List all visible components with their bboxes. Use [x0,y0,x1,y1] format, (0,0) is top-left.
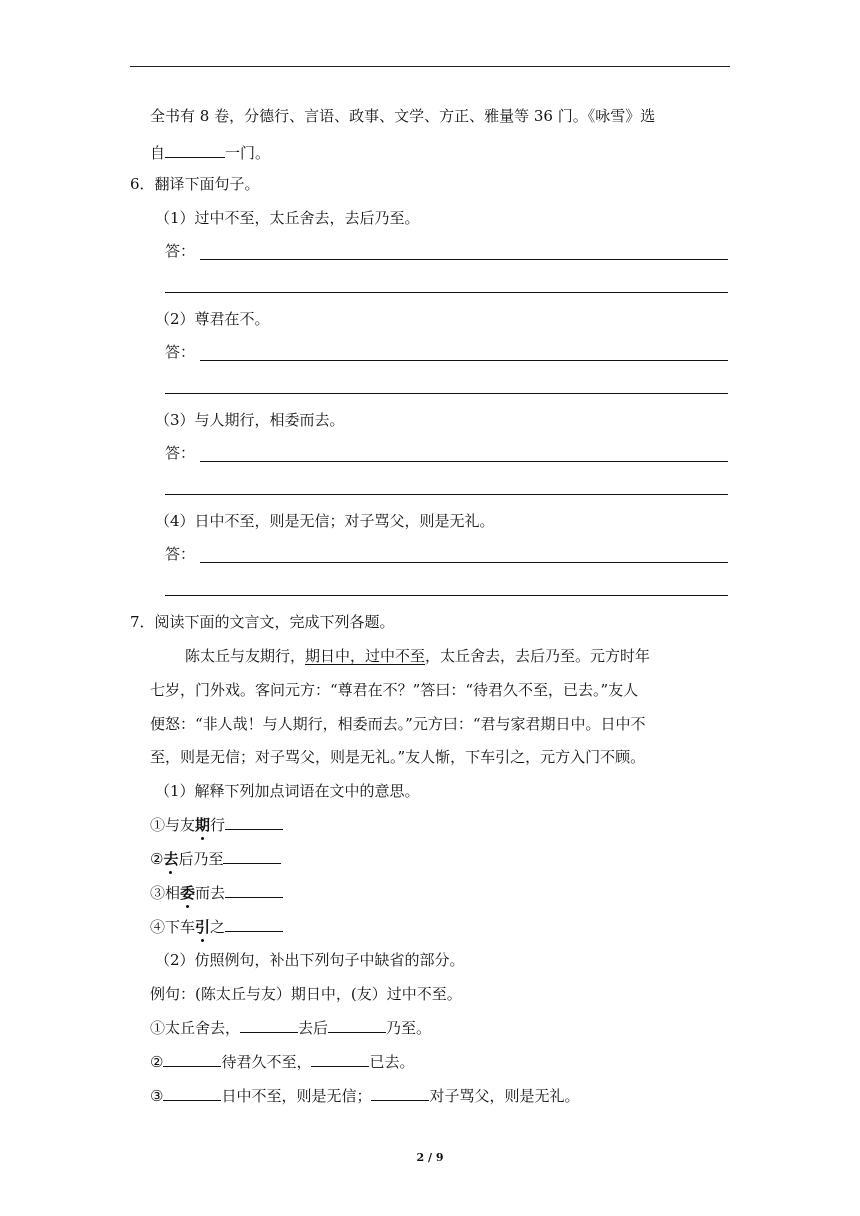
passage-underlined-sentence: 期日中，过中不至 [305,647,426,665]
passage-line-4: 至，则是无信；对子骂父，则是无礼。”友人惭，下车引之，元方入门不顾。 [150,748,646,766]
item-text-c: 对子骂父，则是无礼。 [429,1087,580,1105]
q6-answer-label-3: 答： [165,444,196,462]
item-suffix: 后乃至 [178,850,224,868]
q6-item-3: （3）与人期行，相委而去。 [155,411,345,429]
q6-item-2: （2）尊君在不。 [155,310,270,328]
q6-answer-line-4b[interactable] [165,595,728,596]
dotted-word: 引 [195,918,211,936]
item-text-a: ② [150,1053,164,1071]
answer-blank[interactable] [240,1017,298,1033]
passage-line-1-b: ，太丘舍去，去后乃至。元方时年 [425,647,651,665]
item-prefix: ③相 [150,884,181,902]
answer-blank[interactable] [311,1051,369,1067]
passage-line-1 [185,646,650,666]
item-suffix: 之 [210,918,226,936]
item-text-a: ①太丘舍去， [150,1019,241,1037]
q6-answer-line-3b[interactable] [165,494,728,495]
q6-answer-line-2a[interactable] [200,360,728,361]
passage-line-2: 七岁，门外戏。客问元方：“尊君在不？”答曰：“待君久不至，已去。”友人 [150,681,639,699]
q7-sub2-item-1 [150,1017,431,1038]
q6-answer-line-3a[interactable] [200,461,728,462]
item-suffix: 行 [210,816,226,834]
q6-answer-line-2b[interactable] [165,393,728,394]
answer-blank[interactable] [163,1051,221,1067]
intro-line-1: 全书有 8 卷，分德行、言语、政事、文学、方正、雅量等 36 门。《咏雪》选 [150,107,656,125]
header-rule [130,66,730,67]
item-text-c: 已去。 [369,1053,415,1071]
q6-answer-label-2: 答： [165,343,196,361]
q6-title: 6．翻译下面句子。 [130,175,260,193]
answer-blank[interactable] [225,882,283,898]
page-number: 2 / 9 [416,1151,444,1164]
intro-line-2-suffix: 一门。 [225,144,271,162]
answer-blank[interactable] [225,814,283,830]
item-text-b: 日中不至，则是无信； [221,1087,372,1105]
intro-line-2-prefix: 自 [150,144,166,162]
answer-blank[interactable] [371,1085,429,1101]
answer-blank[interactable] [163,1085,221,1101]
item-prefix: ② [150,850,164,868]
intro-blank[interactable] [165,142,225,158]
q6-answer-label-1: 答： [165,242,196,260]
q6-item-1: （1）过中不至，太丘舍去，去后乃至。 [155,209,420,227]
item-suffix: 而去 [195,884,226,902]
answer-blank[interactable] [328,1017,386,1033]
q6-answer-line-1b[interactable] [165,292,728,293]
q7-sub1-item-4 [150,916,283,937]
q7-sub2-title: （2）仿照例句，补出下列句子中缺省的部分。 [155,951,465,969]
q7-sub1-title: （1）解释下列加点词语在文中的意思。 [155,782,420,800]
q7-title: 7．阅读下面的文言文，完成下列各题。 [130,613,395,631]
intro-line-2 [150,142,270,163]
q6-answer-label-4: 答： [165,545,196,563]
item-prefix: ④下车 [150,918,196,936]
answer-blank[interactable] [225,916,283,932]
q7-sub1-item-3 [150,882,283,903]
q7-sub2-item-3 [150,1085,579,1106]
dotted-word: 期 [195,816,211,834]
q6-answer-line-1a[interactable] [200,259,728,260]
item-text-b: 待君久不至， [221,1053,312,1071]
answer-blank[interactable] [223,848,281,864]
item-text-a: ③ [150,1087,164,1105]
passage-line-3: 便怒：“非人哉！与人期行，相委而去。”元方曰：“君与家君期日中。日中不 [150,715,646,733]
dotted-word: 委 [180,884,196,902]
q6-answer-line-4a[interactable] [200,562,728,563]
item-text-c: 乃至。 [386,1019,432,1037]
q7-sub2-item-2 [150,1051,414,1072]
q7-sub2-example: 例句：(陈太丘与友）期日中，(友）过中不至。 [150,985,462,1003]
passage-line-1-a: 陈太丘与友期行， [185,647,306,665]
q6-item-4: （4）日中不至，则是无信；对子骂父，则是无礼。 [155,512,495,530]
q7-sub1-item-2 [150,848,281,869]
item-prefix: ①与友 [150,816,196,834]
q7-sub1-item-1 [150,814,283,835]
dotted-word: 去 [163,850,179,868]
item-text-b: 去后 [298,1019,329,1037]
